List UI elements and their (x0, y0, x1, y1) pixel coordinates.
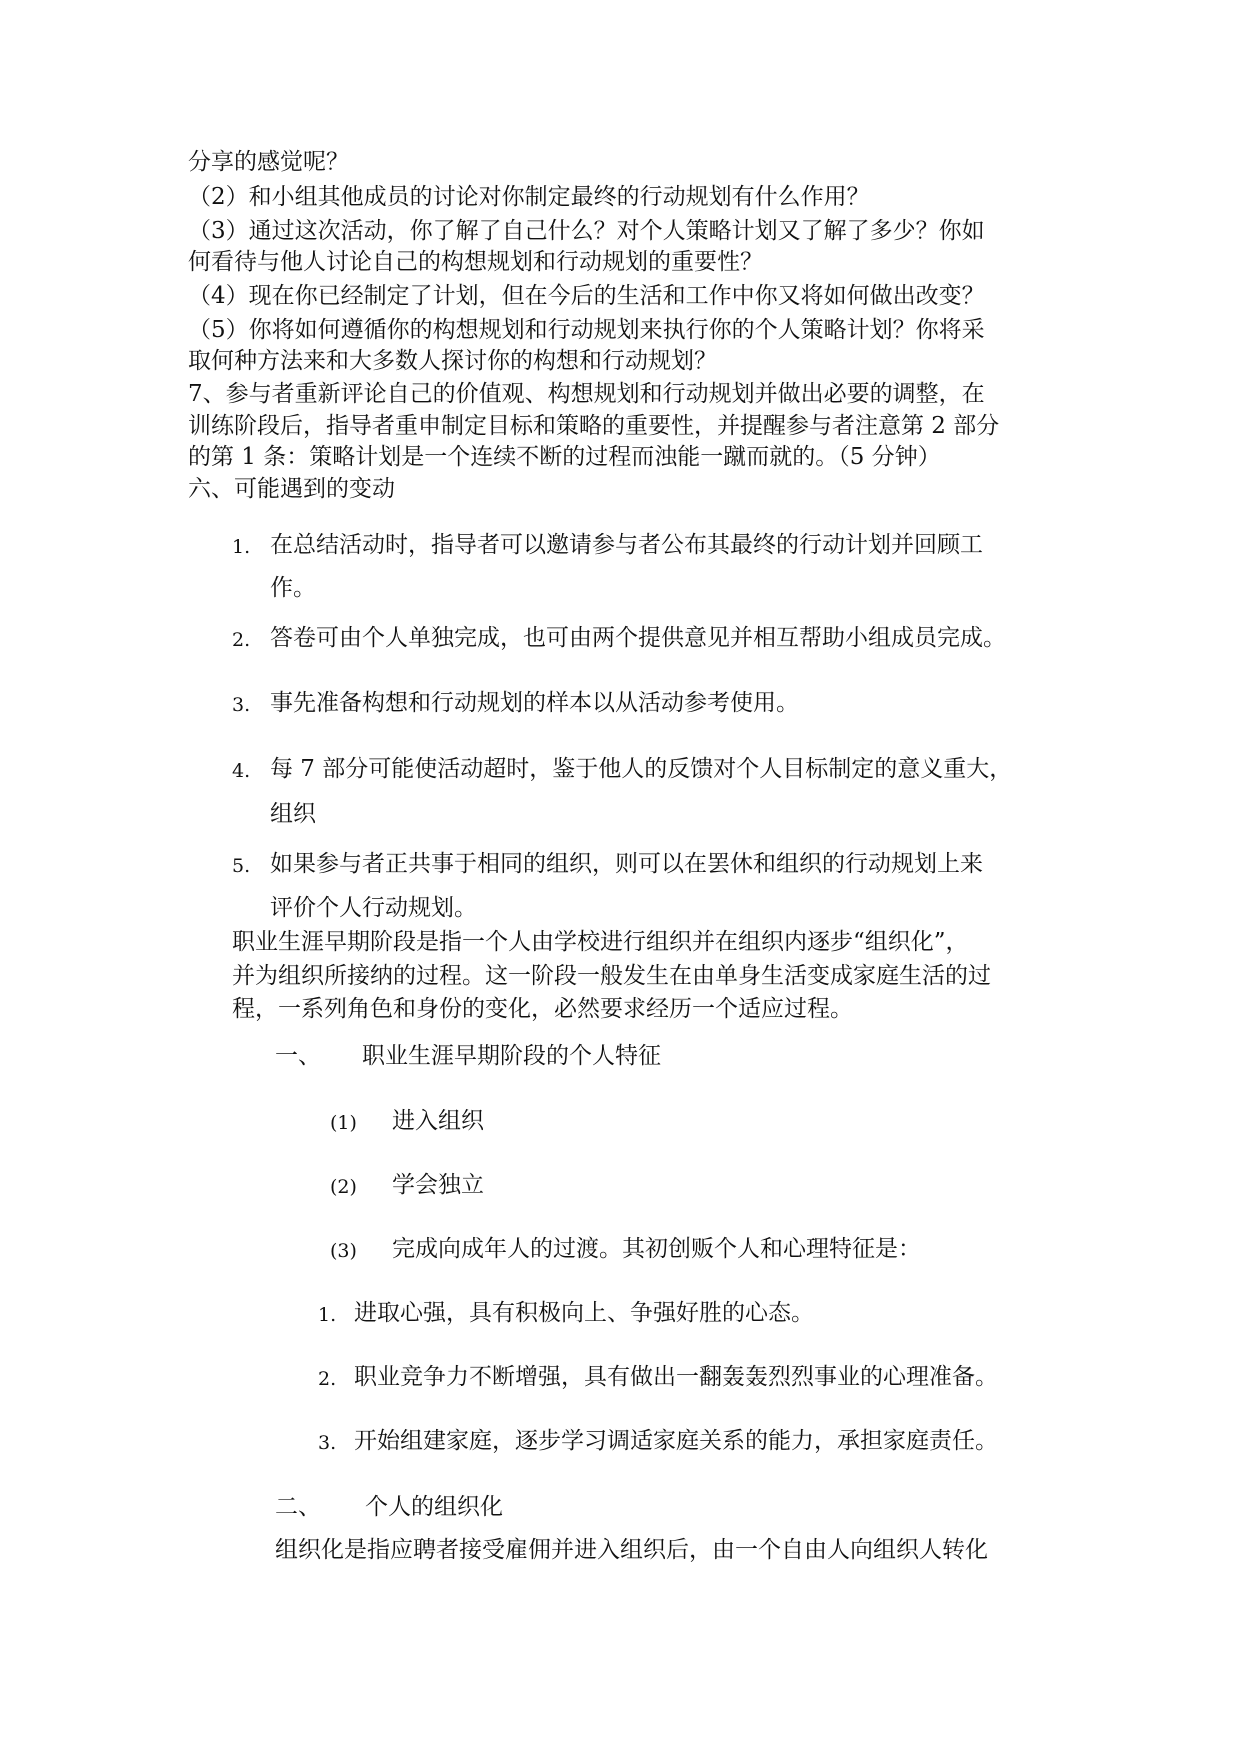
paragraph-line: 程，一系列角色和身份的变化，必然要求经历一个适应过程。 (232, 996, 853, 1022)
question-5-line2: 取何种方法来和大多数人探讨你的构想和行动规划？ (188, 348, 717, 374)
question-5-line1: （5）你将如何遵循你的构想规划和行动规划来执行你的个人策略计划？你将采 (188, 317, 985, 343)
sub-item-number: (3) (330, 1240, 357, 1262)
paragraph-line: 职业生涯早期阶段是指一个人由学校进行组织并在组织内逐步“组织化”， (232, 929, 969, 955)
item-7-line1: 7、参与者重新评论自己的价值观、构想规划和行动规划并做出必要的调整，在 (188, 381, 985, 407)
text-line: 分享的感觉呢？ (188, 149, 349, 175)
list-item: 在总结活动时，指导者可以邀请参与者公布其最终的行动计划并回顾工 (270, 532, 983, 558)
list-item-continued: 作。 (270, 575, 316, 601)
list-item-continued: 评价个人行动规划。 (270, 895, 477, 921)
list-number: 3. (232, 694, 251, 716)
sub-item: 进入组织 (392, 1108, 484, 1134)
list-item: 事先准备构想和行动规划的样本以从活动参考使用。 (270, 690, 799, 716)
list-number: 2. (232, 629, 251, 651)
trait-item: 职业竞争力不断增强，具有做出一翻轰轰烈烈事业的心理准备。 (354, 1364, 998, 1390)
item-7-line3: 的第 1 条：策略计划是一个连续不断的过程而浊能一蹴而就的。（5 分钟） (188, 444, 941, 470)
trait-number: 1. (318, 1304, 337, 1326)
trait-item: 进取心强，具有积极向上、争强好胜的心态。 (354, 1300, 814, 1326)
paragraph-line: 并为组织所接纳的过程。这一阶段一般发生在由单身生活变成家庭生活的过 (232, 963, 991, 989)
question-4: （4）现在你已经制定了计划，但在今后的生活和工作中你又将如何做出改变？ (188, 283, 985, 309)
sub-item: 学会独立 (392, 1172, 484, 1198)
list-item: 如果参与者正共事于相同的组织，则可以在罢休和组织的行动规划上来 (270, 851, 983, 877)
list-item-continued: 组织 (270, 801, 316, 827)
trait-item: 开始组建家庭，逐步学习调适家庭关系的能力，承担家庭责任。 (354, 1428, 998, 1454)
sub-item: 完成向成年人的过渡。其初创贩个人和心理特征是： (392, 1236, 921, 1262)
trait-number: 2. (318, 1368, 337, 1390)
list-item: 每 7 部分可能使活动超时，鉴于他人的反馈对个人目标制定的意义重大， (270, 756, 1013, 782)
heading-title: 个人的组织化 (365, 1494, 503, 1520)
sub-item-number: (2) (330, 1176, 357, 1198)
heading-number: 一、 (275, 1043, 321, 1069)
list-number: 4. (232, 760, 251, 782)
question-2: （2）和小组其他成员的讨论对你制定最终的行动规划有什么作用？ (188, 184, 870, 210)
heading-title: 职业生涯早期阶段的个人特征 (362, 1043, 661, 1069)
list-number: 5. (232, 855, 251, 877)
list-number: 1. (232, 536, 251, 558)
question-3-line2: 何看待与他人讨论自己的构想规划和行动规划的重要性？ (188, 249, 763, 275)
question-3-line1: （3）通过这次活动，你了解了自己什么？对个人策略计划又了解了多少？你如 (188, 218, 985, 244)
sub-item-number: (1) (330, 1112, 357, 1134)
list-item: 答卷可由个人单独完成，也可由两个提供意见并相互帮助小组成员完成。 (270, 625, 1006, 651)
heading-number: 二、 (275, 1494, 321, 1520)
item-7-line2: 训练阶段后，指导者重申制定目标和策略的重要性，并提醒参与者注意第 2 部分 (188, 413, 1000, 439)
closing-paragraph-line: 组织化是指应聘者接受雇佣并进入组织后，由一个自由人向组织人转化 (275, 1537, 988, 1563)
section-6-heading: 六、可能遇到的变动 (188, 476, 395, 502)
trait-number: 3. (318, 1432, 337, 1454)
